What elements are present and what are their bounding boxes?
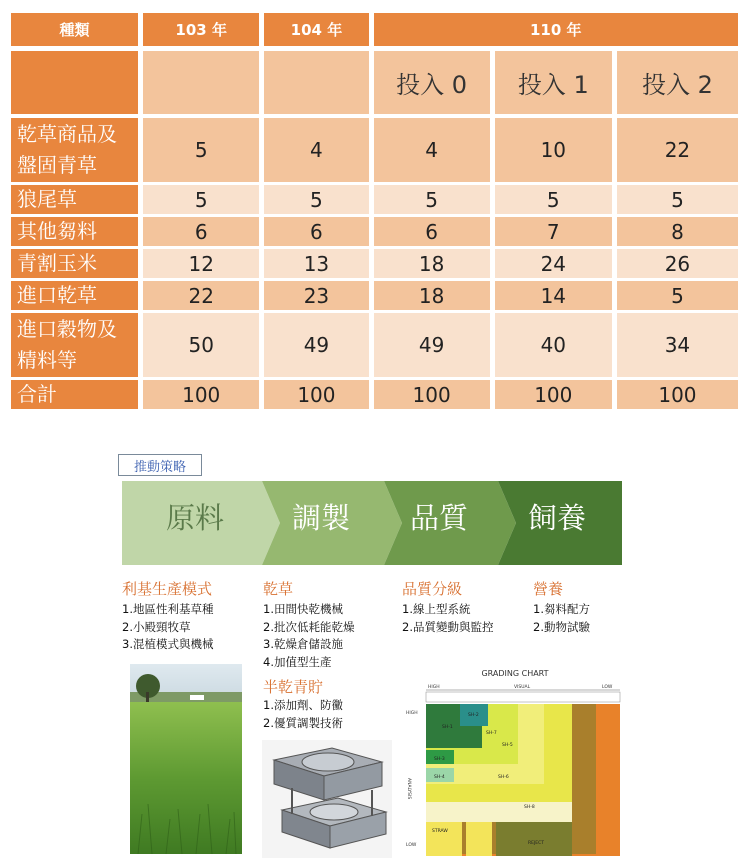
table-row — [11, 185, 738, 214]
table-cell: 5 — [143, 185, 259, 214]
list-item: 2.小殿頸牧草 — [122, 619, 191, 634]
block-label: SH-6 — [498, 775, 509, 780]
col-niche-list — [122, 601, 213, 654]
table-row — [11, 380, 738, 409]
table-cell: 24 — [495, 249, 612, 278]
row-label: 乾草商品及 盤固青草 — [11, 118, 138, 182]
table-cell: 22 — [143, 281, 259, 310]
table-cell: 34 — [617, 313, 738, 377]
table-cell: 49 — [264, 313, 368, 377]
table-cell: 4 — [264, 118, 368, 182]
table-cell: 13 — [264, 249, 368, 278]
col-quality-list — [402, 601, 493, 636]
table-header-row — [11, 13, 738, 46]
header-year-110: 110 年 — [374, 13, 738, 46]
list-item: 1.芻料配方 — [533, 602, 590, 616]
step-raw-material: 原料 — [166, 501, 225, 535]
left-axis-analysis: ANALYSIS — [406, 778, 411, 800]
col-hay-title: 乾草 — [263, 580, 294, 598]
row-label: 進口穀物及 精料等 — [11, 313, 138, 377]
row-label: 進口乾草 — [11, 281, 138, 310]
col-silage-list — [263, 697, 343, 732]
subheader-input-1: 投入 1 — [495, 51, 612, 114]
table-cell: 100 — [264, 380, 368, 409]
list-item: 1.田間快乾機械 — [263, 602, 343, 616]
table-cell: 50 — [143, 313, 259, 377]
table-cell: 4 — [374, 118, 490, 182]
row-label: 其他芻料 — [11, 217, 138, 246]
table-cell: 6 — [264, 217, 368, 246]
table-row — [11, 249, 738, 278]
block-label: SH-4 — [434, 775, 445, 780]
list-item: 2.優質調製技術 — [263, 715, 343, 730]
subheader-blank — [143, 51, 259, 114]
table-cell: 5 — [374, 185, 490, 214]
table-cell: 100 — [617, 380, 738, 409]
row-label: 合計 — [11, 380, 138, 409]
block-label: SH-5 — [502, 743, 513, 748]
table-cell: 23 — [264, 281, 368, 310]
list-item: 4.加值型生產 — [263, 654, 332, 669]
table-row — [11, 217, 738, 246]
row-label: 青割玉米 — [11, 249, 138, 278]
list-item: 2.批次低耗能乾燥 — [263, 619, 355, 634]
subheader-blank — [264, 51, 368, 114]
subheader-blank — [11, 51, 138, 114]
table-cell: 100 — [374, 380, 490, 409]
row-label: 狼尾草 — [11, 185, 138, 214]
table-cell: 6 — [143, 217, 259, 246]
top-axis-high: HIGH — [428, 685, 440, 690]
table-cell: 100 — [495, 380, 612, 409]
table-cell: 5 — [143, 118, 259, 182]
step-feeding: 飼養 — [528, 501, 587, 535]
block-label: SH-8 — [524, 805, 535, 810]
subheader-input-2: 投入 2 — [617, 51, 738, 114]
col-nutrition-list — [533, 601, 590, 636]
strategy-tag: 推動策略 — [118, 454, 202, 476]
block-label: REJECT — [528, 841, 545, 846]
table-cell: 7 — [495, 217, 612, 246]
table-cell: 5 — [617, 185, 738, 214]
table-cell: 100 — [143, 380, 259, 409]
table-cell: 5 — [264, 185, 368, 214]
table-cell: 18 — [374, 281, 490, 310]
col-nutrition-title: 營養 — [533, 580, 564, 598]
subheader-input-0: 投入 0 — [374, 51, 490, 114]
col-quality-title: 品質分級 — [402, 580, 463, 598]
col-hay-list — [263, 601, 354, 671]
block-label: SH-2 — [468, 713, 479, 718]
table-cell: 49 — [374, 313, 490, 377]
list-item: 3.乾燥倉儲設施 — [263, 637, 343, 651]
drying-machine-illustration — [262, 740, 392, 858]
block-label: SH-7 — [486, 731, 497, 736]
table-cell: 40 — [495, 313, 612, 377]
list-item: 1.線上型系統 — [402, 602, 471, 616]
table-cell: 5 — [617, 281, 738, 310]
list-item: 2.品質變動與監控 — [402, 619, 494, 634]
table-subheader-row — [11, 51, 738, 114]
table-row — [11, 313, 738, 377]
header-kind: 種類 — [11, 13, 138, 46]
table-body — [11, 118, 738, 409]
block-label: STRAW — [432, 829, 448, 834]
list-item: 3.混植模式與機械 — [122, 637, 214, 651]
table-cell: 10 — [495, 118, 612, 182]
table-cell: 5 — [495, 185, 612, 214]
forage-table — [11, 13, 738, 412]
grading-chart-title: GRADING CHART — [481, 669, 549, 678]
table-row — [11, 281, 738, 310]
list-item: 2.動物試驗 — [533, 619, 590, 634]
grading-chart — [404, 668, 626, 858]
top-axis-visual: VISUAL — [514, 685, 531, 690]
table-cell: 6 — [374, 217, 490, 246]
block-label: SH-3 — [434, 757, 445, 762]
step-quality: 品質 — [410, 501, 469, 535]
col-niche-title: 利基生產模式 — [122, 580, 213, 598]
table-row — [11, 118, 738, 182]
table-cell: 12 — [143, 249, 259, 278]
grass-field-photo — [130, 664, 242, 854]
table-cell: 18 — [374, 249, 490, 278]
header-year-103: 103 年 — [143, 13, 259, 46]
table-cell: 26 — [617, 249, 738, 278]
left-axis-low: LOW — [406, 843, 417, 848]
list-item: 1.地區性利基草種 — [122, 602, 214, 616]
top-axis-low: LOW — [602, 685, 613, 690]
left-axis-high: HIGH — [406, 711, 418, 716]
block-label: SH-1 — [442, 725, 453, 730]
col-silage-title: 半乾青貯 — [263, 678, 324, 696]
table-cell: 14 — [495, 281, 612, 310]
header-year-104: 104 年 — [264, 13, 368, 46]
table-cell: 8 — [617, 217, 738, 246]
table-cell: 22 — [617, 118, 738, 182]
step-processing: 調製 — [292, 501, 351, 535]
list-item: 1.添加劑、防黴 — [263, 698, 343, 712]
